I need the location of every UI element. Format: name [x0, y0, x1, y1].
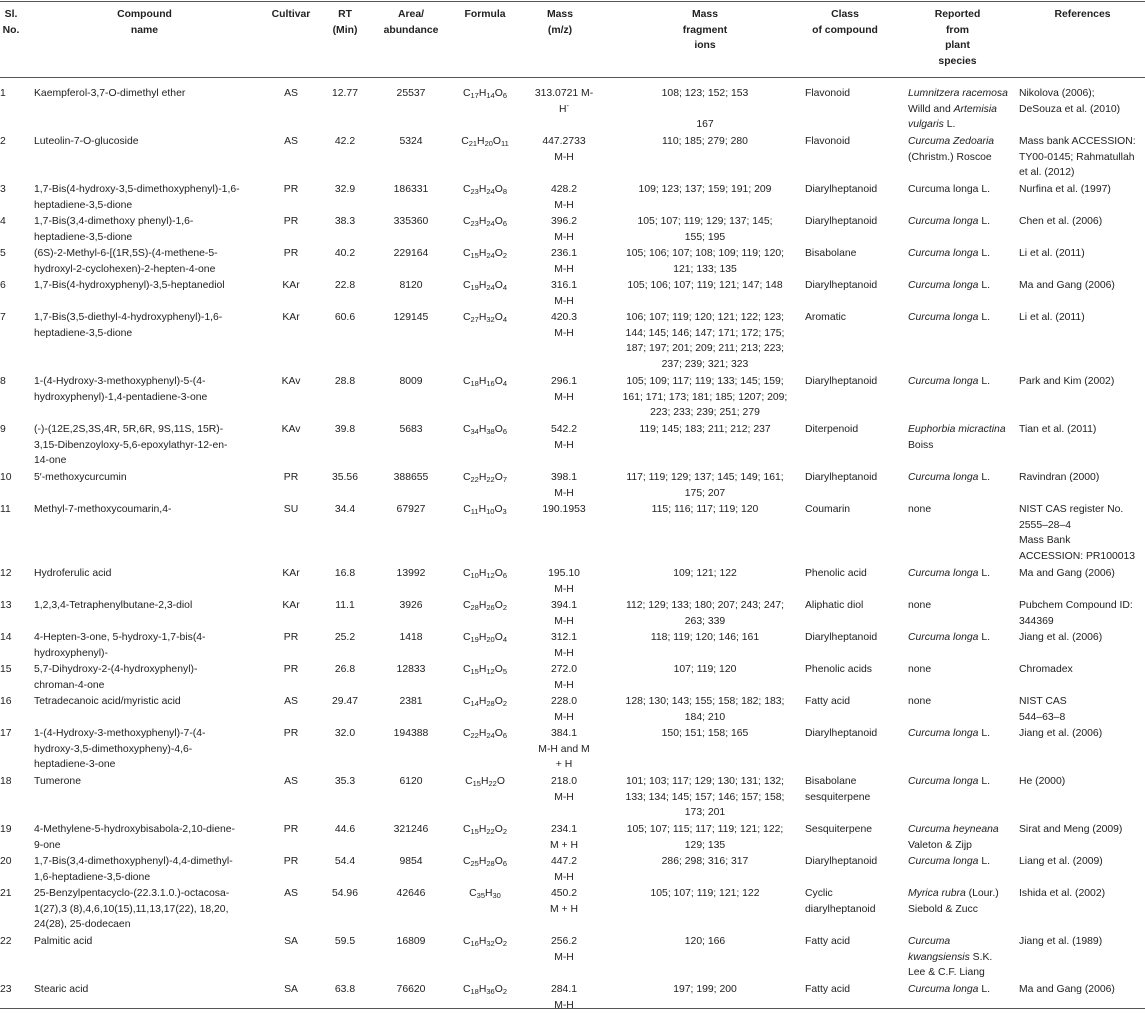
cell-formula: $C_{28}H_{26}O_2$ — [463, 600, 507, 612]
cell-cultivar: AS — [284, 136, 298, 147]
cell-row-number: 23 — [0, 984, 12, 995]
cell-cultivar: AS — [284, 776, 298, 787]
cell-reported-species: Lumnitzera racemosa Willd and Artemisia vulgaris L. — [908, 88, 1008, 130]
cell-compound-name: 1,7-Bis(3,4-dimethoxy phenyl)-1,6- heptadiene-3,5-dione — [34, 216, 194, 243]
cell-formula: $C_{19}H_{20}O_4$ — [463, 632, 507, 644]
cell-reported-species: none — [908, 600, 932, 611]
cell-row-number: 6 — [0, 280, 6, 291]
cell-retention-time: 35.3 — [334, 776, 356, 787]
cell-formula: $C_{21}H_{20}O_{11}$ — [461, 136, 509, 148]
cell-formula: $C_{11}H_{10}O_3$ — [463, 504, 507, 516]
cell-reference: Ma and Gang (2006) — [1019, 568, 1115, 579]
cell-formula: $C_{23}H_{24}O_6$ — [463, 216, 507, 228]
cell-mass-fragment-ions: 105; 107; 119; 129; 137; 145; 155; 195 — [637, 216, 773, 243]
cell-area-abundance: 5324 — [399, 136, 423, 147]
cell-mass-fragment-ions: 109; 123; 137; 159; 191; 209 — [638, 184, 772, 195]
cell-mass-mz: 542.2 M-H — [550, 424, 577, 451]
cell-mass-mz: 313.0721 M- H- — [534, 88, 594, 115]
cell-mass-fragment-ions: 120; 166 — [684, 936, 726, 947]
cell-compound-class: Bisabolane — [805, 248, 857, 259]
cell-reference: Mass bank ACCESSION: TY00-0145; Rahmatullah et al. (2012) — [1019, 136, 1136, 178]
cell-mass-fragment-ions: 128; 130; 143; 155; 158; 182; 183; 184; 210 — [625, 696, 785, 723]
cell-formula: $C_{18}H_{36}O_2$ — [463, 984, 507, 996]
cell-compound-name: 25-Benzylpentacyclo-(22.3.1.0.)-octacosa- 1(27),3 (8),4,6,10(15),11,13,17(22), 18,20, 24(28), 25-dodecaen — [34, 888, 230, 930]
cell-reported-species: Curcuma heyneana Valeton & Zijp — [908, 824, 999, 851]
cell-row-number: 16 — [0, 696, 12, 707]
cell-formula: $C_{25}H_{28}O_6$ — [463, 856, 507, 868]
cell-reported-species: Curcuma longa L. — [908, 728, 991, 739]
cell-retention-time: 63.8 — [334, 984, 356, 995]
cell-formula: $C_{14}H_{28}O_2$ — [463, 696, 507, 708]
cell-area-abundance: 6120 — [399, 776, 423, 787]
cell-retention-time: 44.6 — [334, 824, 356, 835]
cell-compound-name: Tetradecanoic acid/myristic acid — [34, 696, 181, 707]
cell-reference: Nurfina et al. (1997) — [1019, 184, 1111, 195]
cell-row-number: 14 — [0, 632, 12, 643]
cell-mass-mz: 428.2 M-H — [550, 184, 577, 211]
cell-compound-class: Fatty acid — [805, 696, 851, 707]
cell-row-number: 17 — [0, 728, 12, 739]
table-top-rule — [0, 1, 1145, 2]
cell-mass-fragment-ions: 105; 107; 115; 117; 119; 121; 122; 129; 135 — [626, 824, 784, 851]
cell-mass-fragment-ions: 105; 106; 107; 108; 109; 119; 120; 121; 133; 135 — [625, 248, 785, 275]
cell-cultivar: AS — [284, 696, 298, 707]
cell-compound-class: Diarylheptanoid — [805, 632, 878, 643]
cell-mass-mz: 316.1 M-H — [550, 280, 577, 307]
cell-mass-mz: 447.2733 M-H — [542, 136, 586, 163]
cell-compound-name: (6S)-2-Methyl-6-[(1R,5S)-(4-methene-5- hydroxyl-2-cyclohexen)-2-hepten-4-one — [34, 248, 218, 275]
cell-row-number: 10 — [0, 472, 12, 483]
cell-compound-name: Kaempferol-3,7-O-dimethyl ether — [34, 88, 186, 99]
cell-compound-class: Coumarin — [805, 504, 851, 515]
cell-retention-time: 42.2 — [334, 136, 356, 147]
cell-compound-class: Aromatic — [805, 312, 846, 323]
cell-row-number: 21 — [0, 888, 12, 899]
cell-area-abundance: 5683 — [399, 424, 423, 435]
cell-mass-mz: 394.1 M-H — [550, 600, 577, 627]
cell-row-number: 2 — [0, 136, 6, 147]
cell-formula: $C_{34}H_{38}O_6$ — [463, 424, 507, 436]
cell-mass-mz: 195.10 M-H — [548, 568, 580, 595]
cell-compound-class: Diarylheptanoid — [805, 728, 878, 739]
cell-mass-mz: 236.1 M-H — [550, 248, 577, 275]
cell-area-abundance: 16809 — [396, 936, 426, 947]
cell-area-abundance: 12833 — [396, 664, 426, 675]
cell-retention-time: 12.77 — [331, 88, 358, 99]
cell-reference: He (2000) — [1019, 776, 1066, 787]
cell-retention-time: 35.56 — [331, 472, 358, 483]
cell-compound-name: Hydroferulic acid — [34, 568, 112, 579]
cell-compound-name: Methyl-7-methoxycoumarin,4- — [34, 504, 172, 515]
cell-compound-name: 1,7-Bis(3,4-dimethoxyphenyl)-4,4-dimethyl- 1,6-heptadiene-3,5-dione — [34, 856, 233, 883]
cell-formula: $C_{22}H_{22}O_7$ — [463, 472, 507, 484]
cell-mass-fragment-ions: 117; 119; 129; 137; 145; 149; 161; 175; 207 — [626, 472, 784, 499]
cell-area-abundance: 229164 — [393, 248, 429, 259]
cell-compound-class: Bisabolane sesquiterpene — [805, 776, 871, 803]
cell-area-abundance: 42646 — [396, 888, 426, 899]
cell-mass-mz: 312.1 M-H — [550, 632, 577, 659]
cell-cultivar: KAr — [282, 280, 300, 291]
cell-cultivar: SA — [284, 936, 298, 947]
cell-reference: Sirat and Meng (2009) — [1019, 824, 1123, 835]
cell-retention-time: 22.8 — [334, 280, 356, 291]
cell-mass-mz: 284.1 M-H — [550, 984, 577, 1011]
cell-compound-name: (-)-(12E,2S,3S,4R, 5R,6R, 9S,11S, 15R)- 3,15-Dibenzoyloxy-5,6-epoxylathyr-12-en- 14-one — [34, 424, 228, 466]
cell-row-number: 7 — [0, 312, 6, 323]
cell-compound-name: Tumerone — [34, 776, 81, 787]
cell-area-abundance: 186331 — [393, 184, 429, 195]
cell-cultivar: SA — [284, 984, 298, 995]
cell-mass-mz: 228.0 M-H — [550, 696, 577, 723]
cell-row-number: 5 — [0, 248, 6, 259]
cell-row-number: 1 — [0, 88, 6, 99]
cell-reference: Li et al. (2011) — [1019, 248, 1085, 259]
cell-formula: $C_{10}H_{12}O_6$ — [463, 568, 507, 580]
cell-row-number: 13 — [0, 600, 12, 611]
cell-mass-mz: 234.1 M + H — [549, 824, 578, 851]
cell-reported-species: Euphorbia micractina Boiss — [908, 424, 1006, 451]
cell-retention-time: 54.4 — [334, 856, 356, 867]
cell-cultivar: KAr — [282, 312, 300, 323]
cell-area-abundance: 25537 — [396, 88, 426, 99]
cell-compound-name: 1,7-Bis(4-hydroxy-3,5-dimethoxyphenyl)-1,6- heptadiene-3,5-dione — [34, 184, 240, 211]
cell-cultivar: PR — [283, 248, 299, 259]
cell-compound-class: Phenolic acids — [805, 664, 873, 675]
cell-reference: Nikolova (2006); DeSouza et al. (2010) — [1019, 88, 1121, 115]
cell-area-abundance: 76620 — [396, 984, 426, 995]
cell-row-number: 22 — [0, 936, 12, 947]
cell-compound-class: Diterpenoid — [805, 424, 859, 435]
cell-reported-species: Curcuma longa L. — [908, 216, 991, 227]
cell-mass-fragment-ions: 110; 185; 279; 280 — [662, 136, 748, 147]
cell-compound-class: Diarylheptanoid — [805, 184, 878, 195]
cell-mass-mz: 296.1 M-H — [550, 376, 577, 403]
cell-retention-time: 28.8 — [334, 376, 356, 387]
cell-mass-mz: 420.3 M-H — [550, 312, 577, 339]
cell-mass-fragment-ions: 101; 103; 117; 129; 130; 131; 132; 133; 134; 145; 157; 146; 157; 158; 173; 201 — [625, 776, 785, 818]
cell-cultivar: PR — [283, 472, 299, 483]
cell-compound-class: Sesquiterpene — [805, 824, 873, 835]
cell-compound-class: Diarylheptanoid — [805, 280, 878, 291]
cell-compound-class: Diarylheptanoid — [805, 856, 878, 867]
cell-reference: Ravindran (2000) — [1019, 472, 1100, 483]
cell-mass-fragment-ions: 106; 107; 119; 120; 121; 122; 123; 144; 145; 146; 147; 171; 172; 175; 187; 197; 201; 209; 211; 213; 223; 237; 239; 321; 323 — [625, 312, 785, 370]
cell-cultivar: PR — [283, 184, 299, 195]
cell-compound-class: Diarylheptanoid — [805, 216, 878, 227]
cell-retention-time: 40.2 — [334, 248, 356, 259]
cell-area-abundance: 8120 — [399, 280, 423, 291]
header-cultivar: Cultivar — [271, 9, 311, 20]
cell-cultivar: KAr — [282, 568, 300, 579]
cell-cultivar: AS — [284, 888, 298, 899]
cell-reported-species: Curcuma Zedoaria (Christm.) Roscoe — [908, 136, 995, 163]
cell-row-number: 3 — [0, 184, 6, 195]
cell-reported-species: Curcuma longa L. — [908, 984, 991, 995]
cell-area-abundance: 388655 — [393, 472, 429, 483]
cell-mass-mz: 447.2 M-H — [550, 856, 577, 883]
cell-reported-species: Curcuma longa L. — [908, 472, 991, 483]
cell-reference: Jiang et al. (2006) — [1019, 632, 1103, 643]
header-reported-species: Reported from plant species — [934, 9, 981, 67]
cell-retention-time: 59.5 — [334, 936, 356, 947]
cell-compound-class: Flavonoid — [805, 88, 851, 99]
cell-formula: $C_{22}H_{24}O_6$ — [463, 728, 507, 740]
cell-area-abundance: 335360 — [393, 216, 429, 227]
cell-compound-name: 4-Hepten-3-one, 5-hydroxy-1,7-bis(4- hydroxyphenyl)- — [34, 632, 206, 659]
header-sl-no: Sl. No. — [2, 9, 20, 36]
cell-reported-species: Curcuma longa L. — [908, 856, 991, 867]
cell-reported-species: Curcuma longa L. — [908, 568, 991, 579]
cell-row-number: 19 — [0, 824, 12, 835]
cell-mass-fragment-ions: 197; 199; 200 — [673, 984, 737, 995]
cell-row-number: 8 — [0, 376, 6, 387]
header-mass: Mass (m/z) — [547, 9, 573, 36]
cell-mass-mz: 190.1953 — [542, 504, 586, 515]
cell-compound-class: Diarylheptanoid — [805, 376, 878, 387]
cell-compound-class: Fatty acid — [805, 936, 851, 947]
cell-reference: Jiang et al. (1989) — [1019, 936, 1103, 947]
cell-reported-species: Curcuma longa L. — [908, 632, 991, 643]
cell-cultivar: SU — [283, 504, 299, 515]
cell-area-abundance: 13992 — [396, 568, 426, 579]
cell-area-abundance: 321246 — [393, 824, 429, 835]
cell-mass-fragment-ions: 105; 107; 119; 121; 122 — [650, 888, 760, 899]
cell-compound-name: 1-(4-Hydroxy-3-methoxyphenyl)-7-(4- hydroxy-3,5-dimethoxypheny)-4,6- heptadiene-3-one — [34, 728, 206, 770]
cell-compound-name: 1,7-Bis(3,5-diethyl-4-hydroxyphenyl)-1,6- heptadiene-3,5-dione — [34, 312, 223, 339]
cell-compound-class: Fatty acid — [805, 984, 851, 995]
cell-mass-fragment-ions: 108; 123; 152; 153 167 — [661, 88, 749, 130]
cell-formula: $C_{15}H_{24}O_2$ — [463, 248, 507, 260]
cell-reported-species: Curcuma longa L. — [908, 248, 991, 259]
cell-area-abundance: 129145 — [393, 312, 429, 323]
cell-formula: $C_{16}H_{32}O_2$ — [463, 936, 507, 948]
cell-compound-class: Cyclic diarylheptanoid — [805, 888, 876, 915]
cell-retention-time: 34.4 — [334, 504, 356, 515]
cell-mass-fragment-ions: 115; 116; 117; 119; 120 — [651, 504, 759, 515]
cell-area-abundance: 9854 — [399, 856, 423, 867]
cell-cultivar: KAv — [281, 376, 301, 387]
cell-formula: $C_{35}H_{30}$ — [469, 888, 501, 900]
cell-reference: Chromadex — [1019, 664, 1073, 675]
cell-cultivar: KAr — [282, 600, 300, 611]
cell-formula: $C_{23}H_{24}O_8$ — [463, 184, 507, 196]
cell-area-abundance: 8009 — [399, 376, 423, 387]
cell-reported-species: Curcuma kwangsiensis S.K. Lee & C.F. Liang — [908, 936, 993, 978]
cell-mass-fragment-ions: 286; 298; 316; 317 — [661, 856, 749, 867]
cell-formula: $C_{27}H_{32}O_4$ — [463, 312, 507, 324]
cell-mass-mz: 272.0 M-H — [550, 664, 577, 691]
cell-row-number: 18 — [0, 776, 12, 787]
cell-retention-time: 29.47 — [331, 696, 358, 707]
cell-cultivar: PR — [283, 824, 299, 835]
cell-reported-species: none — [908, 664, 932, 675]
cell-mass-fragment-ions: 119; 145; 183; 211; 212; 237 — [639, 424, 771, 435]
cell-mass-fragment-ions: 109; 121; 122 — [673, 568, 737, 579]
header-compound-name: Compound name — [117, 9, 172, 36]
cell-compound-class: Flavonoid — [805, 136, 851, 147]
cell-reported-species: Curcuma longa L. — [908, 376, 991, 387]
cell-row-number: 12 — [0, 568, 12, 579]
cell-formula: $C_{15}H_{22}O_2$ — [463, 824, 507, 836]
cell-compound-name: 1,2,3,4-Tetraphenylbutane-2,3-diol — [34, 600, 193, 611]
header-area: Area/ abundance — [383, 9, 439, 36]
cell-area-abundance: 3926 — [399, 600, 423, 611]
cell-formula: $C_{19}H_{24}O_4$ — [463, 280, 507, 292]
cell-compound-name: Palmitic acid — [34, 936, 93, 947]
cell-cultivar: PR — [283, 216, 299, 227]
cell-row-number: 4 — [0, 216, 6, 227]
cell-row-number: 9 — [0, 424, 6, 435]
cell-reported-species: Myrica rubra (Lour.) Siebold & Zucc — [908, 888, 999, 915]
cell-area-abundance: 194388 — [393, 728, 429, 739]
cell-retention-time: 32.0 — [334, 728, 356, 739]
cell-retention-time: 25.2 — [334, 632, 356, 643]
cell-mass-fragment-ions: 150; 151; 158; 165 — [661, 728, 749, 739]
cell-retention-time: 60.6 — [334, 312, 356, 323]
cell-reference: NIST CAS register No. 2555–28–4 Mass Bank ACCESSION: PR100013 — [1019, 504, 1136, 562]
cell-formula: $C_{18}H_{16}O_4$ — [463, 376, 507, 388]
cell-formula: $C_{17}H_{14}O_6$ — [463, 88, 507, 100]
cell-mass-fragment-ions: 105; 106; 107; 119; 121; 147; 148 — [627, 280, 783, 291]
cell-mass-mz: 398.1 M-H — [550, 472, 577, 499]
cell-mass-fragment-ions: 112; 129; 133; 180; 207; 243; 247; 263; 339 — [625, 600, 785, 627]
cell-compound-name: 5,7-Dihydroxy-2-(4-hydroxyphenyl)- chroman-4-one — [34, 664, 198, 691]
cell-cultivar: PR — [283, 856, 299, 867]
cell-reference: Park and Kim (2002) — [1019, 376, 1115, 387]
cell-compound-name: 1,7-Bis(4-hydroxyphenyl)-3,5-heptanediol — [34, 280, 225, 291]
cell-mass-mz: 450.2 M + H — [549, 888, 578, 915]
cell-reference: Ishida et al. (2002) — [1019, 888, 1106, 899]
cell-mass-fragment-ions: 107; 119; 120 — [673, 664, 737, 675]
cell-cultivar: AS — [284, 88, 298, 99]
cell-reported-species: Curcuma longa L. — [908, 280, 991, 291]
header-references: References — [1054, 9, 1111, 20]
cell-reference: Ma and Gang (2006) — [1019, 280, 1115, 291]
cell-mass-mz: 218.0 M-H — [550, 776, 577, 803]
cell-retention-time: 54.96 — [331, 888, 358, 899]
cell-reference: NIST CAS 544–63–8 — [1019, 696, 1067, 723]
cell-mass-fragment-ions: 118; 119; 120; 146; 161 — [650, 632, 760, 643]
cell-formula: $C_{15}H_{12}O_5$ — [463, 664, 507, 676]
cell-compound-name: Stearic acid — [34, 984, 89, 995]
cell-row-number: 11 — [0, 504, 11, 515]
cell-formula: $C_{15}H_{22}O$ — [465, 776, 505, 788]
cell-cultivar: PR — [283, 632, 299, 643]
cell-compound-name: 5′-methoxycurcumin — [34, 472, 127, 483]
cell-cultivar: PR — [283, 664, 299, 675]
cell-cultivar: PR — [283, 728, 299, 739]
cell-compound-name: 1-(4-Hydroxy-3-methoxyphenyl)-5-(4- hydroxyphenyl)-1,4-pentadiene-3-one — [34, 376, 208, 403]
header-class: Class of compound — [812, 9, 878, 36]
cell-compound-class: Diarylheptanoid — [805, 472, 878, 483]
cell-reference: Li et al. (2011) — [1019, 312, 1085, 323]
cell-mass-mz: 384.1 M-H and M + H — [538, 728, 590, 770]
cell-area-abundance: 67927 — [396, 504, 426, 515]
cell-mass-mz: 396.2 M-H — [550, 216, 577, 243]
cell-reference: Pubchem Compound ID: 344369 — [1019, 600, 1133, 627]
cell-compound-class: Phenolic acid — [805, 568, 867, 579]
cell-retention-time: 39.8 — [334, 424, 356, 435]
cell-retention-time: 32.9 — [334, 184, 356, 195]
cell-reference: Ma and Gang (2006) — [1019, 984, 1115, 995]
cell-retention-time: 38.3 — [334, 216, 356, 227]
cell-reference: Liang et al. (2009) — [1019, 856, 1103, 867]
cell-compound-name: 4-Methylene-5-hydroxybisabola-2,10-diene- 9-one — [34, 824, 235, 851]
cell-compound-name: Luteolin-7-O-glucoside — [34, 136, 139, 147]
cell-reported-species: Curcuma longa L. — [908, 312, 991, 323]
cell-reference: Tian et al. (2011) — [1019, 424, 1097, 435]
cell-reported-species: Curcuma longa L. — [908, 184, 991, 195]
cell-reference: Chen et al. (2006) — [1019, 216, 1103, 227]
cell-area-abundance: 2381 — [399, 696, 423, 707]
cell-retention-time: 26.8 — [334, 664, 356, 675]
cell-retention-time: 11.1 — [335, 600, 355, 611]
cell-mass-fragment-ions: 105; 109; 117; 119; 133; 145; 159; 161; 171; 173; 181; 185; 1207; 209; 223; 233; 239; 251; 279 — [622, 376, 788, 418]
cell-cultivar: KAv — [281, 424, 301, 435]
cell-retention-time: 16.8 — [334, 568, 356, 579]
cell-reported-species: none — [908, 504, 932, 515]
cell-compound-class: Aliphatic diol — [805, 600, 864, 611]
cell-mass-mz: 256.2 M-H — [550, 936, 577, 963]
cell-reference: Jiang et al. (2006) — [1019, 728, 1103, 739]
header-mass-fragments: Mass fragment ions — [682, 9, 728, 51]
cell-area-abundance: 1418 — [399, 632, 423, 643]
header-rt: RT (Min) — [332, 9, 358, 36]
cell-row-number: 15 — [0, 664, 12, 675]
header-formula: Formula — [464, 9, 506, 20]
cell-reported-species: none — [908, 696, 932, 707]
cell-reported-species: Curcuma longa L. — [908, 776, 991, 787]
cell-row-number: 20 — [0, 856, 12, 867]
header-rule — [0, 77, 1145, 78]
